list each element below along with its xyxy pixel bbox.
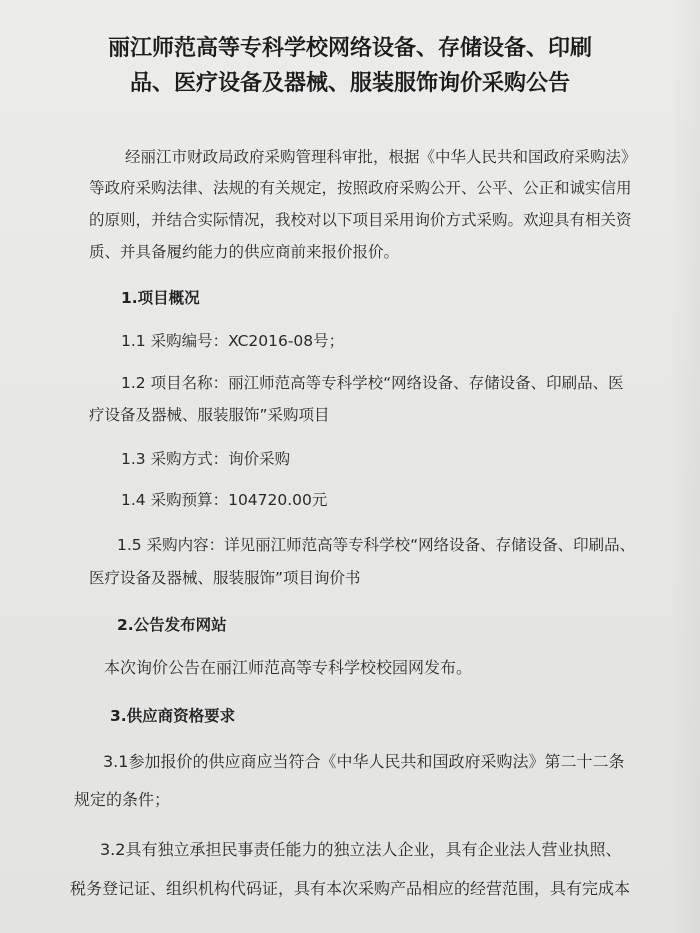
section-3-item-1-line-2: 规定的条件； [74, 790, 171, 809]
section-1-item-5-line-1: 1.5 采购内容：详见丽江师范高等专科学校“网络设备、存储设备、印刷品、 [117, 536, 636, 554]
section-1-item-1: 1.1 采购编号：XC2016-08号； [121, 332, 345, 350]
section-2-text: 本次询价公告在丽江师范高等专科学校校园网发布。 [104, 658, 473, 677]
section-1-heading: 1.项目概况 [121, 289, 200, 307]
page-edge-shadow [670, 0, 700, 933]
intro-line-1: 经丽江市财政局政府采购管理科审批，根据《中华人民共和国政府采购法》 [125, 148, 637, 166]
section-3-item-2-line-1: 3.2具有独立承担民事责任能力的独立法人企业，具有企业法人营业执照、 [100, 840, 622, 859]
section-2-heading: 2.公告发布网站 [117, 616, 227, 634]
section-3-item-1-line-1: 3.1参加报价的供应商应当符合《中华人民共和国政府采购法》第二十二条 [103, 752, 625, 771]
section-1-item-3: 1.3 采购方式：询价采购 [121, 450, 291, 468]
section-1-item-5-line-2: 医疗设备及器械、服装服饰”项目询价书 [89, 569, 361, 587]
section-1-item-2-line-1: 1.2 项目名称：丽江师范高等专科学校“网络设备、存储设备、印刷品、医 [121, 374, 624, 392]
intro-line-2: 等政府采购法律、法规的有关规定，按照政府采购公开、公平、公正和诚实信用 [89, 179, 632, 197]
section-3-heading: 3.供应商资格要求 [110, 707, 236, 725]
document-title-line-1: 丽江师范高等专科学校网络设备、存储设备、印刷 [107, 36, 592, 61]
document-title-line-2: 品、医疗设备及器械、服装服饰询价采购公告 [129, 71, 570, 96]
intro-line-4: 质、并具备履约能力的供应商前来报价报价。 [89, 243, 400, 261]
section-1-item-4: 1.4 采购预算：104720.00元 [121, 491, 328, 509]
intro-line-3: 的原则，并结合实际情况，我校对以下项目采用询价方式采购。欢迎具有相关资 [89, 211, 632, 229]
section-3-item-2-line-2: 税务登记证、组织机构代码证，具有本次采购产品相应的经营范围，具有完成本 [70, 879, 631, 898]
section-1-item-2-line-2: 疗设备及器械、服装服饰”采购项目 [89, 406, 330, 424]
